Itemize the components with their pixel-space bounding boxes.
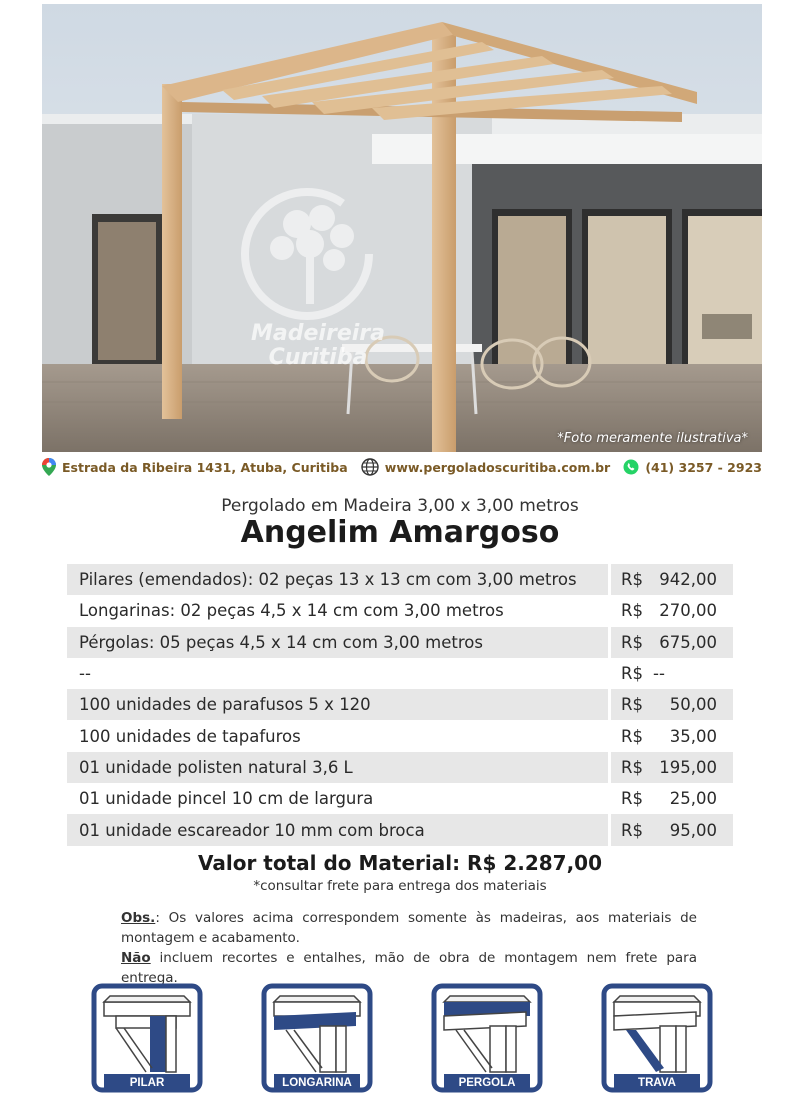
- item-description: Longarinas: 02 peças 4,5 x 14 cm com 3,00 metros: [67, 595, 611, 626]
- item-currency: R$: [611, 752, 649, 783]
- part-trava: [600, 982, 714, 1094]
- item-description: 01 unidade pincel 10 cm de largura: [67, 783, 611, 814]
- item-description: 01 unidade polisten natural 3,6 L: [67, 752, 611, 783]
- map-pin-icon: [42, 458, 56, 476]
- item-amount: 675,00: [649, 627, 733, 658]
- observations: [121, 908, 697, 988]
- item-currency: R$: [611, 814, 649, 845]
- pergola-photo: [42, 4, 762, 452]
- obs-text: : Os valores acima correspondem somente às madeiras, aos materiais de montagem e acabamento.: [121, 910, 697, 946]
- globe-icon: [361, 458, 379, 476]
- part-label-pergola: PERGOLA: [444, 1074, 530, 1092]
- contact-website[interactable]: [361, 458, 610, 476]
- contact-phone: [623, 459, 762, 475]
- table-row: [67, 783, 733, 814]
- pergola-illustration: [42, 4, 762, 452]
- item-amount: --: [653, 664, 665, 684]
- product-subtitle: Pergolado em Madeira 3,00 x 3,00 metros: [221, 496, 579, 516]
- item-amount: 270,00: [659, 601, 717, 621]
- table-row: [67, 658, 733, 689]
- item-currency: R$: [621, 601, 643, 621]
- item-currency: R$: [621, 664, 643, 684]
- item-currency: R$: [621, 726, 643, 746]
- product-title: Angelim Amargoso: [240, 515, 560, 550]
- item-currency: R$: [611, 689, 649, 720]
- table-row: [67, 564, 733, 595]
- obs-paragraph-1: [121, 908, 697, 948]
- part-pilar: [90, 982, 204, 1094]
- component-diagrams: [90, 982, 714, 1094]
- price-table: [67, 564, 733, 846]
- table-row: [67, 595, 733, 626]
- freight-note: *consultar frete para entrega dos materiais: [253, 878, 547, 894]
- part-longarina: [260, 982, 374, 1094]
- item-description: Pilares (emendados): 02 peças 13 x 13 cm com 3,00 metros: [67, 564, 611, 595]
- photo-caption: *Foto meramente ilustrativa*: [557, 431, 748, 446]
- obs-not-text: incluem recortes e entalhes, mão de obra de montagem nem frete para entrega.: [121, 950, 697, 986]
- item-amount: 25,00: [669, 789, 717, 809]
- item-description: Pérgolas: 05 peças 4,5 x 14 cm com 3,00 metros: [67, 627, 611, 658]
- phone-text: (41) 3257 - 2923: [645, 459, 762, 475]
- item-amount: 195,00: [649, 752, 733, 783]
- item-currency: R$: [611, 627, 649, 658]
- contact-address: [42, 458, 348, 476]
- item-description: --: [67, 658, 611, 689]
- part-label-longarina: LONGARINA: [274, 1074, 360, 1092]
- part-label-pilar: PILAR: [104, 1074, 190, 1092]
- website-link[interactable]: www.pergoladoscuritiba.com.br: [384, 459, 611, 475]
- table-row: [67, 627, 733, 658]
- table-row: [67, 814, 733, 845]
- total-value: Valor total do Material: R$ 2.287,00: [197, 851, 603, 875]
- item-amount: 50,00: [649, 689, 733, 720]
- logo-text-line2: Curitiba: [268, 345, 368, 370]
- obs-not-label: Não: [121, 950, 151, 966]
- item-description: 01 unidade escareador 10 mm com broca: [67, 814, 611, 845]
- table-row: [67, 720, 733, 751]
- item-amount: 942,00: [649, 564, 733, 595]
- item-currency: R$: [621, 789, 643, 809]
- item-description: 100 unidades de parafusos 5 x 120: [67, 689, 611, 720]
- table-row: [67, 689, 733, 720]
- item-amount: 35,00: [669, 726, 717, 746]
- item-amount: 95,00: [649, 814, 733, 845]
- logo-text-line1: Madeireira: [251, 321, 385, 346]
- item-currency: R$: [611, 564, 649, 595]
- obs-label: Obs.: [121, 910, 156, 926]
- whatsapp-icon: [623, 459, 639, 475]
- contact-bar: [42, 456, 762, 478]
- part-pergola: [430, 982, 544, 1094]
- table-row: [67, 752, 733, 783]
- address-text: Estrada da Ribeira 1431, Atuba, Curitiba: [62, 459, 348, 475]
- item-description: 100 unidades de tapafuros: [67, 720, 611, 751]
- part-label-trava: TRAVA: [614, 1074, 700, 1092]
